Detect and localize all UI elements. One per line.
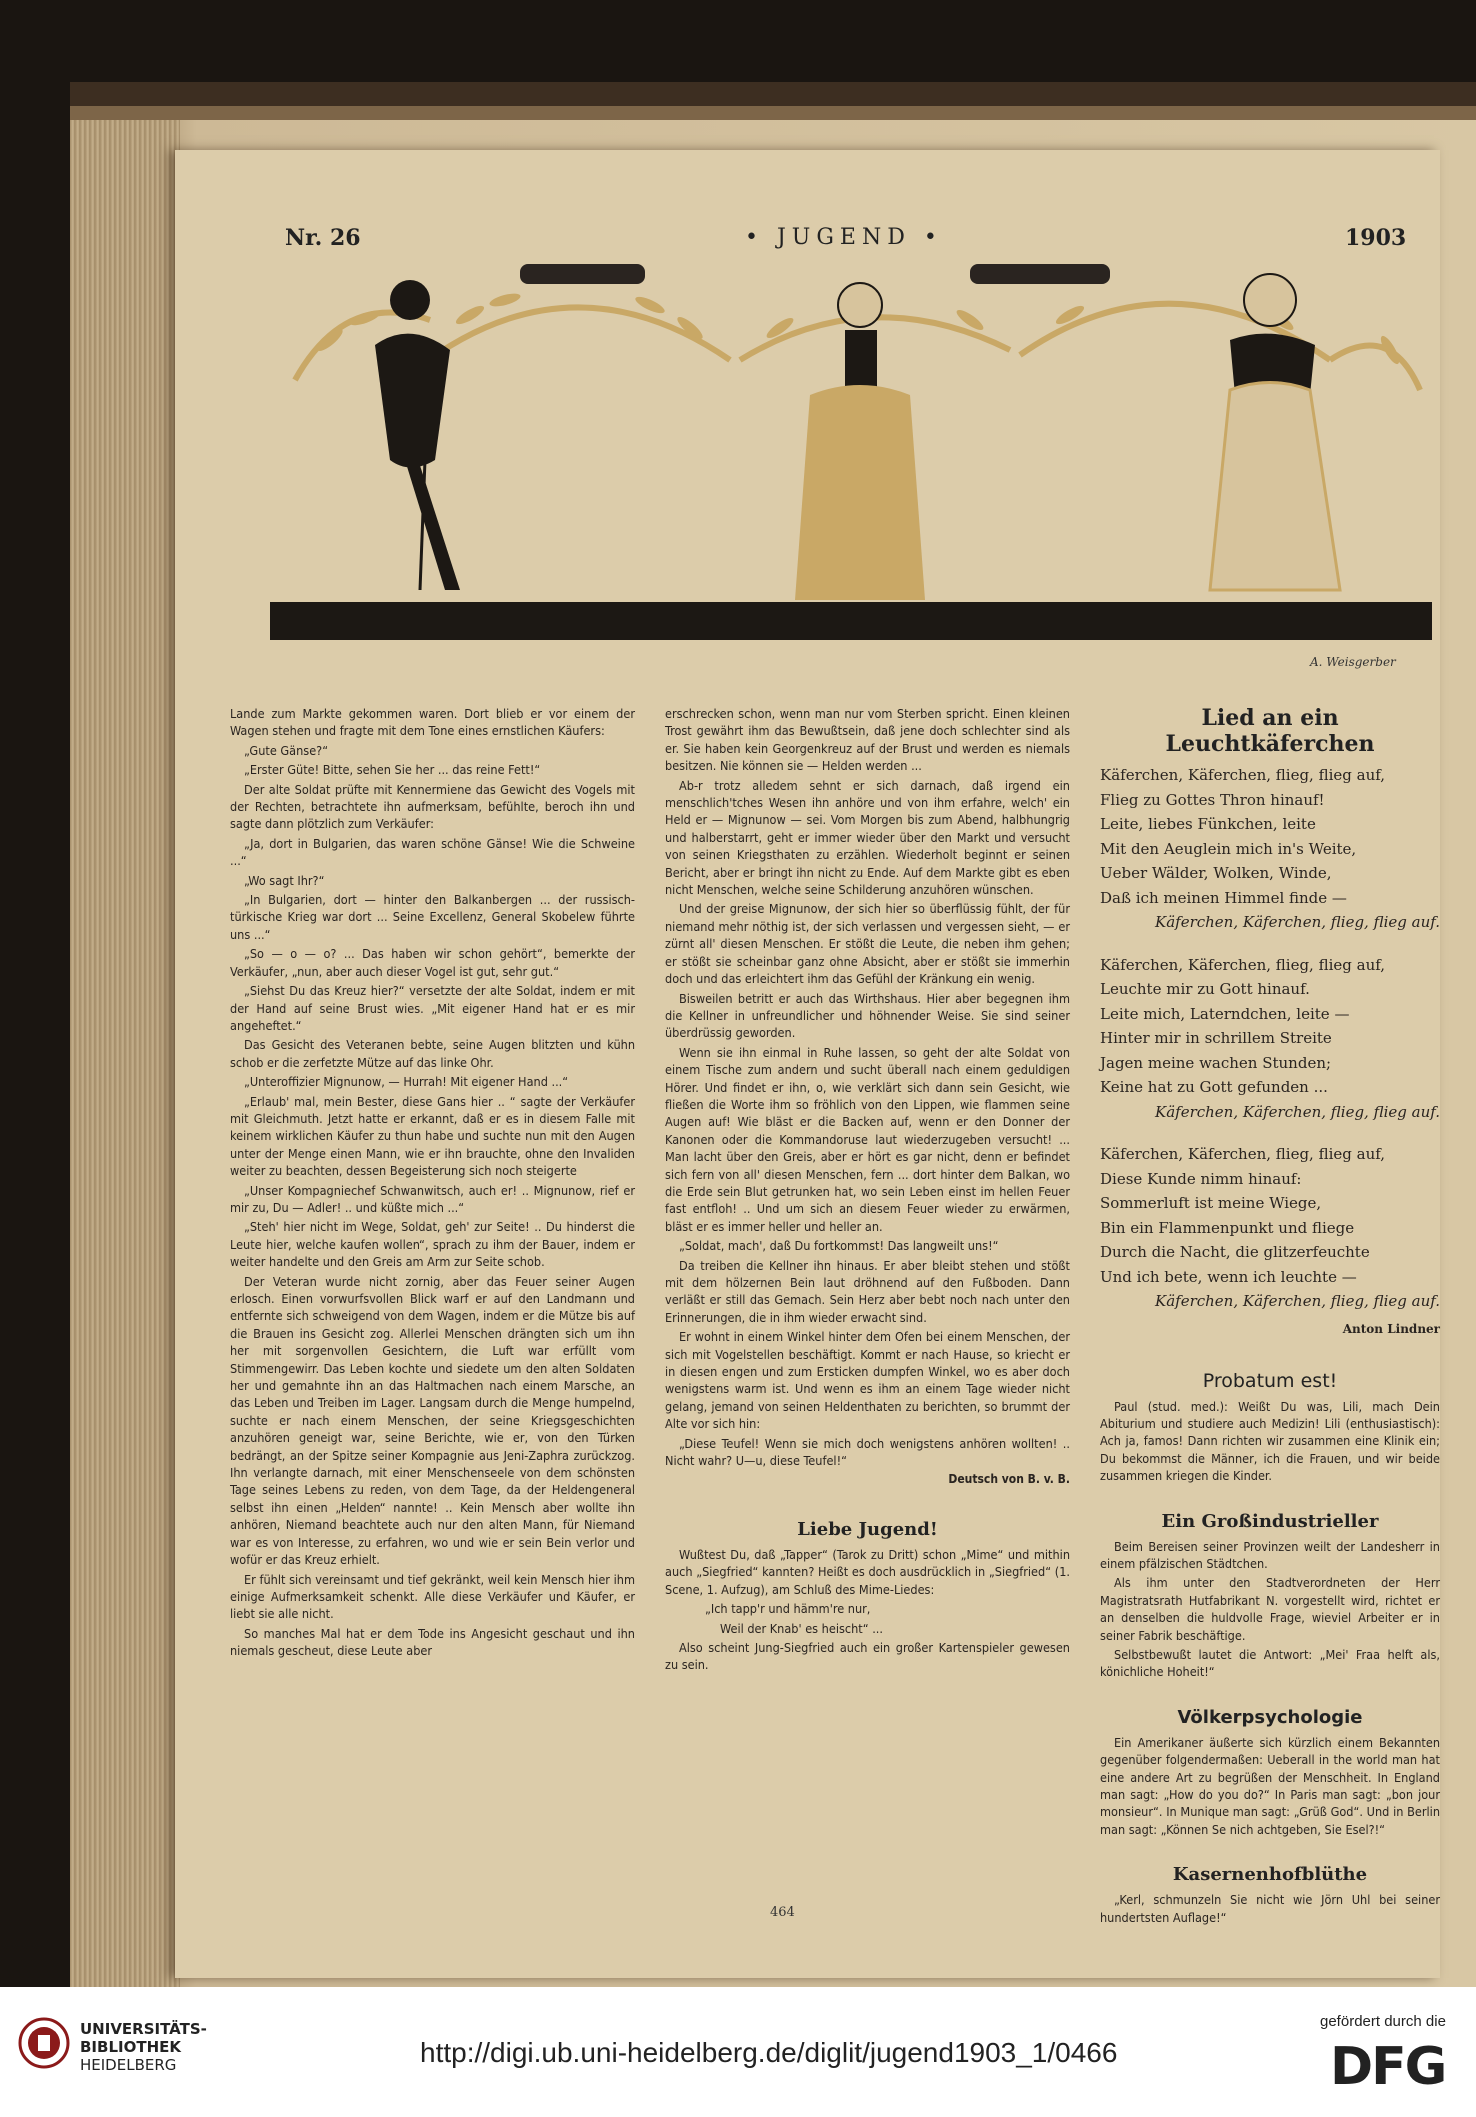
paragraph: „Gute Gänse?“ [244,742,329,758]
figure-middle [795,283,925,600]
poem-line: Ueber Wälder, Wolken, Winde, [1100,864,1332,882]
paragraph: „Erlaub' mal, mein Bester, diese Gans hier .. “ sagte der Verkäufer mit Gleichmuth. Jetzt hatte er erkannt, daß er es in diesem Falle mit keinem wirklichen Käufer zu thun habe und suchte nun mit den Augen unter der Menge einen Mann, wie er ihn brauchte, ohne den Invaliden weiter zu beachten, dessen Begeisterung sich noch steigerte [230,1093,635,1179]
poem [1100,763,1440,1314]
paragraph: Da treiben die Kellner ihn hinaus. Er aber bleibt stehen und stößt mit dem hölzernen Bein laut dröhnend auf den Fußboden. Dann verläßt er still das Gemach. Sein Herz aber bebt noch nach unter den Erinnerungen, die in ihm wieder erwacht sind. [665,1257,1070,1325]
poem-line: Und ich bete, wenn ich leuchte — [1100,1267,1357,1286]
stanza-1 [1100,763,1440,935]
quote-line: „Ich tapp'r und hämm're nur, [705,1601,871,1617]
poem-line: Mit den Aeuglein mich in's Weite, [1100,839,1357,858]
poem-line: Leite mich, Laterndchen, leite — [1100,1004,1350,1023]
header-illustration [270,260,1432,645]
poem-author: Anton Lindner [1342,1321,1440,1336]
logo-line: BIBLIOTHEK [80,2038,181,2056]
poem-line: Flieg zu Gottes Thron hinauf! [1100,790,1325,809]
logo-line: UNIVERSITÄTS- [80,2020,207,2038]
dfg-logo: DFG [1330,2037,1446,2097]
paragraph: So manches Mal hat er dem Tode ins Angesicht geschaut und ihn niemals gescheut, diese Leute aber [230,1625,635,1659]
stanza-2 [1100,953,1440,1125]
paragraph: Wenn sie ihn einmal in Ruhe lassen, so geht der alte Soldat von einem Tische zum andern und sucht überall nach einem geduldigen Hörer. Und findet er ihn, o, wie verklärt sich dann sein Gesicht, wie fließen die Worte ihm so fröhlich von den Lippen, wie flammen seine Augen auf! Wie bläst er die Backen auf, wenn er den Donner der Kanonen oder die Kommandoruse laut wiederzugeben versucht! ... Man lacht über den Greis, aber er hört es gar nicht, denn er befindet sich fern von all' diesen Menschen, fern ... dort hinter dem Balkan, wo die Erde sein Blut getrunken hat, wo sein Leben einst im hellen Feuer fast entfloh! .. Und um sich an diesem Feuer wieder zu erwärmen, bläst er es immer heller und heller an. [665,1044,1070,1234]
section-heading-probatum: Probatum est! [1202,1369,1338,1392]
book-top-edge-2 [70,106,1476,120]
paragraph: Beim Bereisen seiner Provinzen weilt der Landesherr in einem pfälzischen Städtchen. [1100,1538,1440,1571]
paragraph: Der Veteran wurde nicht zornig, aber das Feuer seiner Augen erlosch. Einen vorwurfsvollen Blick warf er auf den Landmann und entfernte sich schweigend von dem Wagen, indem er die Mütze bis auf die Brauen ins Gesicht zog. Allerlei Menschen drängten sich um ihn her mit sorgenvollen Gesichtern, die Luft war erfüllt vom Stimmengewirr. Das Leben kochte und siedete um den alten Soldaten her und gemahnte ihn an das Haltmachen nach einem Marsche, an das Leben und Treiben im Lager. Langsam durch die Menge humpelnd, suchte er nach einem Menschen, der seine Kriegsgeschichten anzuhören geneigt war, seine Berichte, wie er, von den Türken bedrängt, an der Spitze seiner Kompagnie aus Jeni-Zaphra zurückzog. Ihn verlangte darnach, mit einer Menschenseele von dem schönsten Tage seines Lebens zu reden, von dem Tage, da der Heldengeneral selbst ihn einen „Helden“ nannte! .. Kein Mensch aber wollte ihn anhören, Niemand beachtete auch nur den alten Mann, für Niemand war es von Interesse, zu erfahren, wo und wie er sein Bein verlor und wofür er das Kreuz erhielt. [230,1273,635,1568]
poem-line: Leuchte mir zu Gott hinauf. [1100,980,1310,998]
poem-refrain: Käferchen, Käferchen, flieg, flieg auf. [1155,1292,1441,1310]
column-2 [665,705,1070,1676]
book-top-edge [70,82,1476,106]
paragraph: „Wo sagt Ihr?“ [244,872,325,888]
illustration-credit: A. Weisgerber [1310,655,1396,669]
paragraph: „Siehst Du das Kreuz hier?“ versetzte der alte Soldat, indem er mit der Hand auf seine Brust wies. „Mit eigener Hand hat er es mir angeheftet.“ [230,983,635,1033]
poem-line: Diese Kunde nimm hinauf: [1100,1169,1302,1188]
footer-bar [0,1987,1476,2117]
magazine-title: • JUGEND • [745,225,943,250]
paragraph: Also scheint Jung-Siegfried auch ein großer Kartenspieler gewesen zu sein. [665,1639,1070,1673]
issue-number: Nr. 26 [285,225,361,251]
logo-line: HEIDELBERG [80,2056,177,2074]
paragraph: Ab-r trotz alledem sehnt er sich darnach, daß irgend ein menschlich'tches Wesen ihn anhöre und von ihm erfahre, welch' ein Held er — Mignunow — sei. Vom Morgen bis zum Abend, halbhungrig und halberstarrt, geht er immer wieder über den Markt und versucht von seinen Kriegsthaten zu erzählen. Wiederholt beginnt er seinen Bericht, aber er bringt ihn nicht zu Ende. Auf dem Markte gibt es eben nicht Menschen, welche seine Schilderung anzuhören wünschen. [665,777,1070,898]
poem-line: Hinter mir in schrillem Streite [1100,1029,1332,1047]
paragraph: „In Bulgarien, dort — hinter den Balkanbergen ... der russisch-türkische Krieg war dort ... Seine Excellenz, General Skobelew führte uns ...“ [230,892,635,942]
section-heading-liebe-jugend: Liebe Jugend! [797,1518,938,1540]
paragraph: „Unteroffizier Mignunow, — Hurrah! Mit eigener Hand ...“ [244,1074,569,1090]
library-logo-text [80,2020,207,2074]
page-stack [70,120,180,1987]
poem-line: Keine hat zu Gott gefunden ... [1100,1078,1328,1096]
poem-line: Durch die Nacht, die glitzerfeuchte [1100,1243,1370,1261]
poem-title: Lied an ein Leuchtkäferchen [1165,705,1375,757]
poem-line: Sommerluft ist meine Wiege, [1100,1194,1322,1212]
paragraph: Ein Amerikaner äußerte sich kürzlich einem Bekannten gegenüber folgendermaßen: Ueberall in the world man hat eine andere Art zu begrüßen der Menschheit. In England man sagt: „How do you do?“ In Paris man sagt: „bon jour monsieur“. In Munique man sagt: „Grüß God“. Und in Berlin man sagt: „Können Se nich achtgeben, Sie Esel?!“ [1100,1734,1440,1837]
page-number: 464 [770,1905,795,1920]
column-3 [1100,705,1440,1928]
figure-left [375,280,460,590]
poem-line: Leite, liebes Fünkchen, leite [1100,815,1316,833]
stanza-3 [1100,1142,1440,1314]
flower-garland-left [520,264,645,284]
poem-refrain: Käferchen, Käferchen, flieg, flieg auf. [1155,913,1441,931]
paragraph: „Kerl, schmunzeln Sie nicht wie Jörn Uhl bei seiner hundertsten Auflage!“ [1100,1892,1440,1925]
funded-by-label: gefördert durch die [1320,2013,1446,2030]
quote-line: Weil der Knab' es heischt“ ... [720,1620,883,1636]
section-heading-kasernenhofbluethe: Kasernenhofblüthe [1172,1864,1368,1886]
source-url-link[interactable]: http://digi.ub.uni-heidelberg.de/diglit/jugend1903_1/0466 [420,2037,1118,2068]
paragraph: Er wohnt in einem Winkel hinter dem Ofen bei einem Menschen, der sich mit Vogelstellen beschäftigt. Kommt er nach Hause, so kriecht er in diesen engen und zum Ersticken dumpfen Winkel, wo es aber doch wenigstens warm ist. Und wenn es ihm an einem Tage wieder nicht gelang, jemand von seinen Heldenthaten zu berichten, so brummt der Alte vor sich hin: [665,1329,1070,1432]
poem-line: Bin ein Flammenpunkt und fliege [1100,1218,1355,1237]
magazine-page [175,150,1440,1978]
column-1 [230,705,635,1662]
poem-line: Käferchen, Käferchen, flieg, flieg auf, [1100,766,1386,784]
poem-line: Jagen meine wachen Stunden; [1100,1053,1332,1072]
section-heading-voelkerpsychologie: Völkerpsychologie [1177,1706,1363,1728]
paragraph: erschrecken schon, wenn man nur vom Sterben spricht. Einen kleinen Trost gewährt ihm das Bewußtsein, daß jene doch schlechter sind als er. Sie haben kein Georgenkreuz auf der Brust und werden es niemals besitzen. Nie können sie — Helden werden ... [665,706,1070,774]
poem-line: Käferchen, Käferchen, flieg, flieg auf, [1100,1145,1386,1163]
section-heading-grossindustrieller: Ein Großindustrieller [1161,1510,1379,1532]
paragraph: Der alte Soldat prüfte mit Kennermiene das Gewicht des Vogels mit der Rechten, betrachtete ihn aufmerksam, befühlte, beroch ihn und sagte dann plötzlich zum Verkäufer: [230,781,635,832]
flower-garland-right [970,264,1110,284]
paragraph: „So — o — o? ... Das haben wir schon gehört“, bemerkte der Verkäufer, „nun, aber auch dieser Vogel ist gut, sehr gut.“ [230,946,635,979]
paragraph: Paul (stud. med.): Weißt Du was, Lili, mach Dein Abiturium und studiere auch Medizin! Lili (enthusiastisch): Ach ja, famos! Dann richten wir zusammen eine Klinik ein; Du bekommst die Männer, ich die Frauen, und wir beide zusammen kriegen die Kinder. [1100,1398,1440,1484]
university-seal-icon [18,2017,70,2069]
poem-line: Daß ich meinen Himmel finde — [1100,888,1347,907]
paragraph: „Ja, dort in Bulgarien, das waren schöne Gänse! Wie die Schweine ...“ [230,835,635,869]
paragraph: „Soldat, mach', daß Du fortkommst! Das langweilt uns!“ [679,1238,999,1254]
paragraph: Selbstbewußt lautet die Antwort: „Mei' Fraa helft als, könichliche Hoheit!“ [1100,1646,1440,1680]
paragraph: Er fühlt sich vereinsamt und tief gekränkt, weil kein Mensch hier ihm einige Aufmerksamkeit schenkt. Alle diese Verkäufer und Käufer, er liebt sie alle nicht. [230,1571,635,1622]
translator-credit: Deutsch von B. v. B. [948,1472,1070,1487]
poem-refrain: Käferchen, Käferchen, flieg, flieg auf. [1155,1102,1441,1121]
paragraph: „Diese Teufel! Wenn sie mich doch wenigstens anhören wollten! .. Nicht wahr? U—u, diese Teufel!“ [665,1435,1070,1469]
poem-line: Käferchen, Käferchen, flieg, flieg auf, [1100,955,1386,974]
paragraph: Lande zum Markte gekommen waren. Dort blieb er vor einem der Wagen stehen und fragte mit dem Tone eines ernstlichen Käufers: [230,706,635,739]
paragraph: Und der greise Mignunow, der sich hier so überflüssig fühlt, der für niemand mehr nöthig ist, der sich verlassen und vergessen sieht, — er zürnt all' diesen Menschen. Er stößt die Leute, die neben ihm gehen; er stößt sie scheinbar ganz ohne Absicht, aber er stößt sie immerhin doch und das erleichtert ihm das Gefühl der Kränkung ein wenig. [665,901,1070,987]
figure-right [1210,274,1340,590]
paragraph: Das Gesicht des Veteranen bebte, seine Augen blitzten und kühn schob er die zerfetzte Mütze auf das linke Ohr. [230,1037,635,1070]
ground-bar [270,602,1432,640]
paragraph: „Steh' hier nicht im Wege, Soldat, geh' zur Seite! .. Du hinderst die Leute hier, welche kaufen wollen“, sprach zu ihm der Bauer, indem er weiter handelte und den Greis am Arm zur Seite schob. [230,1219,635,1270]
paragraph: Bisweilen betritt er auch das Wirthshaus. Hier aber begegnen ihm die Kellner in unfreundlicher und höhnender Weise. Sie sind seiner überdrüssig geworden. [665,990,1070,1041]
paragraph: Als ihm unter den Stadtverordneten der Herr Magistratsrath Hutfabrikant N. vorgestellt wird, richtet er an denselben die huldvolle Frage, wieviel Arbeiter er in seiner Fabrik beschäftige. [1100,1575,1440,1643]
paragraph: Wußtest Du, daß „Tapper“ (Tarok zu Dritt) schon „Mime“ und mithin auch „Siegfried“ kannten? Heißt es doch ausdrücklich in „Siegfried“ (1. Scene, 1. Aufzug), am Schluß des Mime-Liedes: [665,1546,1070,1597]
paragraph: „Erster Güte! Bitte, sehen Sie her ... das reine Fett!“ [244,762,541,778]
issue-year: 1903 [1345,225,1407,251]
paragraph: „Unser Kompagniechef Schwanwitsch, auch er! .. Mignunow, rief er mir zu, Du — Adler! .. und küßte mich ...“ [230,1182,635,1215]
